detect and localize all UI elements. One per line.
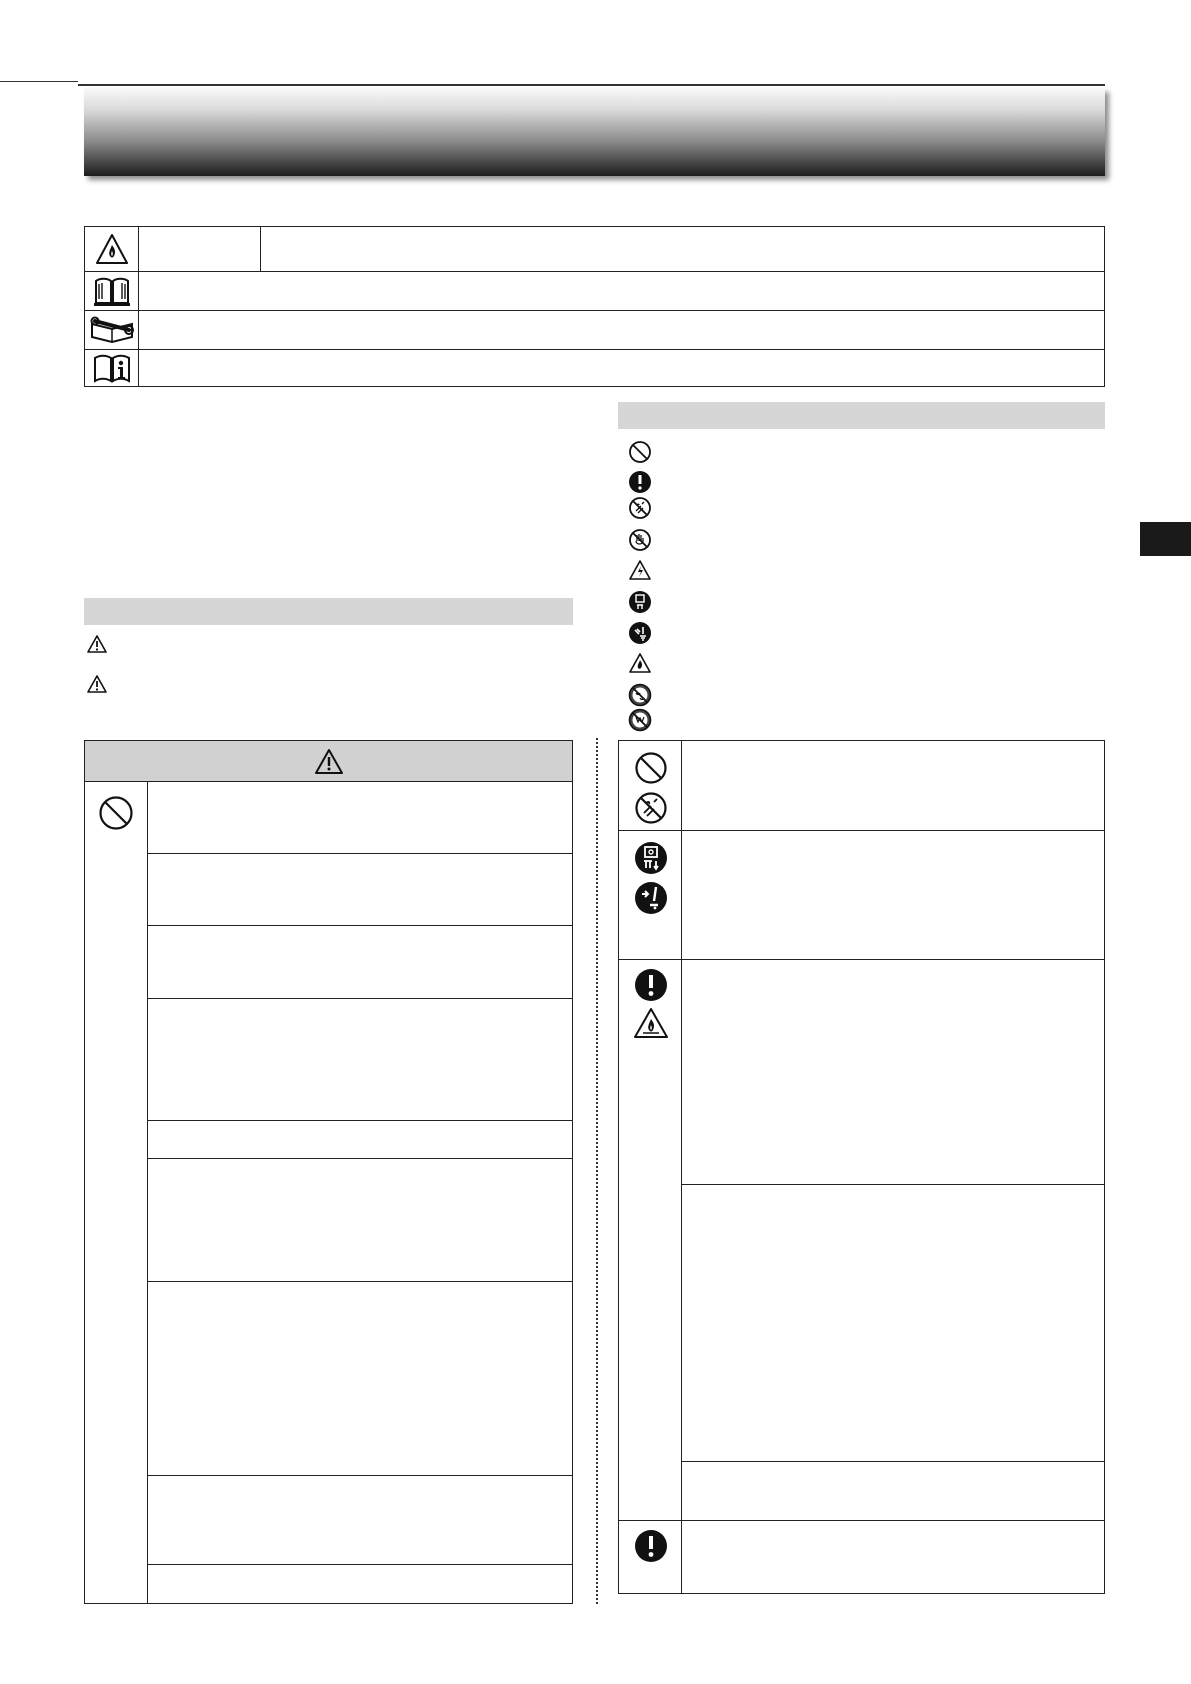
no-water-splash-icon bbox=[628, 683, 652, 707]
service-manual-icon bbox=[85, 311, 139, 349]
symbol-row-service-manual bbox=[85, 310, 1104, 349]
mandatory-instruction-icon bbox=[628, 470, 652, 494]
do-not-touch-fan-icon bbox=[628, 528, 652, 552]
mark-item bbox=[628, 683, 652, 707]
cell-divider bbox=[147, 998, 572, 999]
chapter-tab-marker bbox=[1140, 522, 1191, 556]
group-divider bbox=[619, 959, 1104, 960]
symbol-mark-list bbox=[628, 440, 1098, 730]
prohibited-icon bbox=[634, 751, 668, 785]
symbol-row-information-manual bbox=[85, 349, 1104, 386]
no-wet-hands-icon bbox=[628, 496, 652, 520]
symbol-row-flammable bbox=[85, 227, 1104, 271]
mark-item bbox=[628, 496, 652, 520]
left-section-heading-bar bbox=[84, 598, 573, 625]
mandatory-instruction-icon bbox=[634, 968, 668, 1002]
electric-shock-warning-icon bbox=[628, 559, 652, 581]
cell-divider bbox=[147, 1475, 572, 1476]
warning-table-header bbox=[85, 741, 572, 782]
mark-item bbox=[628, 440, 652, 464]
flammable-warning-icon bbox=[628, 652, 652, 674]
cell-divider bbox=[147, 1158, 572, 1159]
right-section-heading-bar bbox=[618, 402, 1105, 429]
group-divider bbox=[619, 830, 1104, 831]
cell-divider bbox=[147, 1281, 572, 1282]
mark-item bbox=[628, 528, 652, 552]
mark-item bbox=[628, 708, 652, 732]
symbol-row-read-manual bbox=[85, 271, 1104, 310]
mark-item bbox=[628, 621, 652, 645]
mark-item bbox=[628, 559, 652, 581]
cell-divider bbox=[681, 1461, 1104, 1462]
header-rule-left bbox=[0, 81, 78, 82]
prohibited-icon bbox=[98, 795, 134, 831]
instruction-table bbox=[618, 740, 1105, 1594]
disconnect-power-plug-icon bbox=[628, 590, 652, 614]
warning-definition-line bbox=[86, 634, 118, 654]
mark-item bbox=[628, 470, 652, 494]
disconnect-power-plug-icon bbox=[634, 841, 668, 875]
page-title-banner bbox=[84, 88, 1105, 176]
mandatory-instruction-icon bbox=[634, 1529, 668, 1563]
symbol-row-label bbox=[139, 227, 261, 271]
cell-divider bbox=[147, 1564, 572, 1565]
flammable-warning-icon bbox=[85, 227, 139, 271]
cell-divider bbox=[147, 1120, 572, 1121]
warning-icon-column bbox=[85, 782, 148, 1603]
ground-connection-icon bbox=[628, 621, 652, 645]
do-not-wash-icon bbox=[628, 708, 652, 732]
symbol-explanation-table bbox=[84, 226, 1105, 387]
caution-definition-line bbox=[86, 674, 118, 694]
mark-item bbox=[628, 652, 652, 674]
intro-paragraph bbox=[84, 410, 572, 590]
prohibited-icon bbox=[628, 440, 652, 464]
caution-triangle-icon bbox=[86, 674, 108, 694]
group-divider bbox=[619, 1520, 1104, 1521]
flammable-warning-icon bbox=[633, 1007, 669, 1039]
cell-divider bbox=[147, 925, 572, 926]
information-manual-icon bbox=[85, 350, 139, 386]
warning-triangle-icon bbox=[86, 634, 108, 654]
read-manual-icon bbox=[85, 272, 139, 310]
cell-divider bbox=[681, 1184, 1104, 1185]
ground-connection-icon bbox=[634, 881, 668, 915]
header-rule bbox=[78, 84, 1105, 86]
no-wet-hands-icon bbox=[634, 791, 668, 825]
column-separator bbox=[596, 738, 598, 1604]
cell-divider bbox=[147, 853, 572, 854]
mark-item bbox=[628, 590, 652, 614]
warning-table bbox=[84, 740, 573, 1604]
warning-triangle-icon bbox=[314, 748, 344, 775]
